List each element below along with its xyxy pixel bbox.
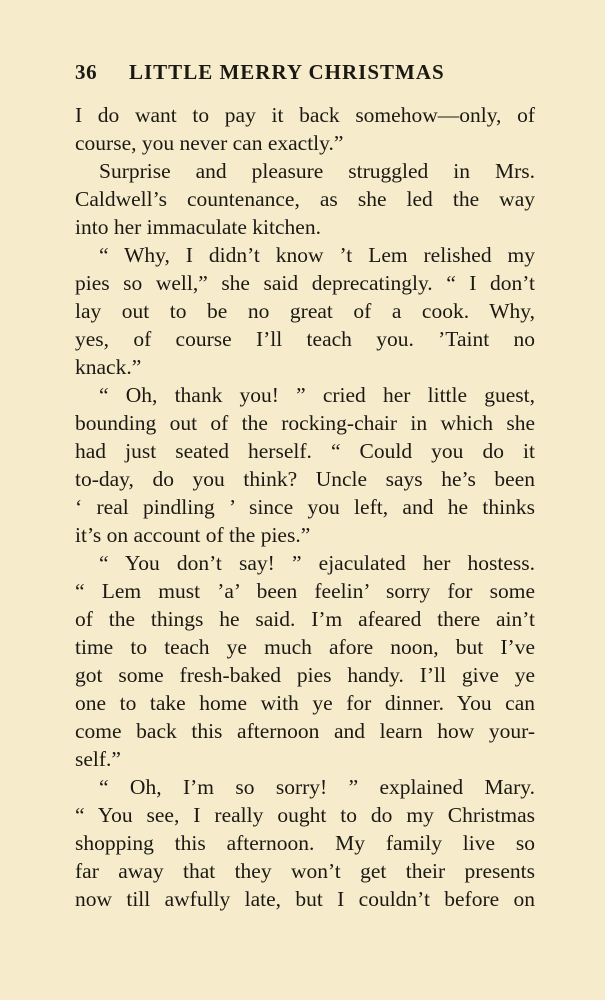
text-line: shopping this afternoon. My family live so: [75, 831, 535, 855]
text-line: pies so well,” she said deprecatingly. “ I don’t: [75, 271, 535, 295]
text-line: “ You see, I really ought to do my Christmas: [75, 803, 535, 827]
book-page: [75, 54, 535, 913]
text-line: it’s on account of the pies.”: [75, 523, 311, 547]
text-line: “ Oh, I’m so sorry! ” explained Mary.: [99, 775, 535, 799]
text-line: Caldwell’s countenance, as she led the way: [75, 187, 535, 211]
text-line: far away that they won’t get their presents: [75, 859, 535, 883]
text-line: “ Oh, thank you! ” cried her little guest,: [99, 383, 535, 407]
text-line: yes, of course I’ll teach you. ’Taint no: [75, 327, 535, 351]
text-line: “ You don’t say! ” ejaculated her hostess.: [99, 551, 535, 575]
body-text: [75, 101, 535, 913]
page-number: 36: [75, 60, 98, 84]
text-line: lay out to be no great of a cook. Why,: [75, 299, 535, 323]
text-line: into her immaculate kitchen.: [75, 215, 321, 239]
text-line: bounding out of the rocking-chair in which she: [75, 411, 535, 435]
running-title: LITTLE MERRY CHRISTMAS: [129, 60, 445, 84]
text-line: knack.”: [75, 355, 142, 379]
text-line: one to take home with ye for dinner. You can: [75, 691, 535, 715]
text-line: I do want to pay it back somehow—only, of: [75, 103, 535, 127]
text-line: had just seated herself. “ Could you do it: [75, 439, 535, 463]
text-line: “ Lem must ’a’ been feelin’ sorry for some: [75, 579, 535, 603]
text-line: to-day, do you think? Uncle says he’s been: [75, 467, 535, 491]
text-line: now till awfully late, but I couldn’t before on: [75, 887, 535, 911]
text-line: come back this afternoon and learn how your-: [75, 719, 535, 743]
text-line: of the things he said. I’m afeared there ain’t: [75, 607, 535, 631]
text-line: self.”: [75, 747, 121, 771]
text-line: course, you never can exactly.”: [75, 131, 344, 155]
text-line: time to teach ye much afore noon, but I’ve: [75, 635, 535, 659]
text-line: “ Why, I didn’t know ’t Lem relished my: [99, 243, 535, 267]
text-line: got some fresh-baked pies handy. I’ll give ye: [75, 663, 535, 687]
text-line: Surprise and pleasure struggled in Mrs.: [99, 159, 535, 183]
text-line: ‘ real pindling ’ since you left, and he thinks: [75, 495, 535, 519]
page-header: [75, 54, 535, 90]
